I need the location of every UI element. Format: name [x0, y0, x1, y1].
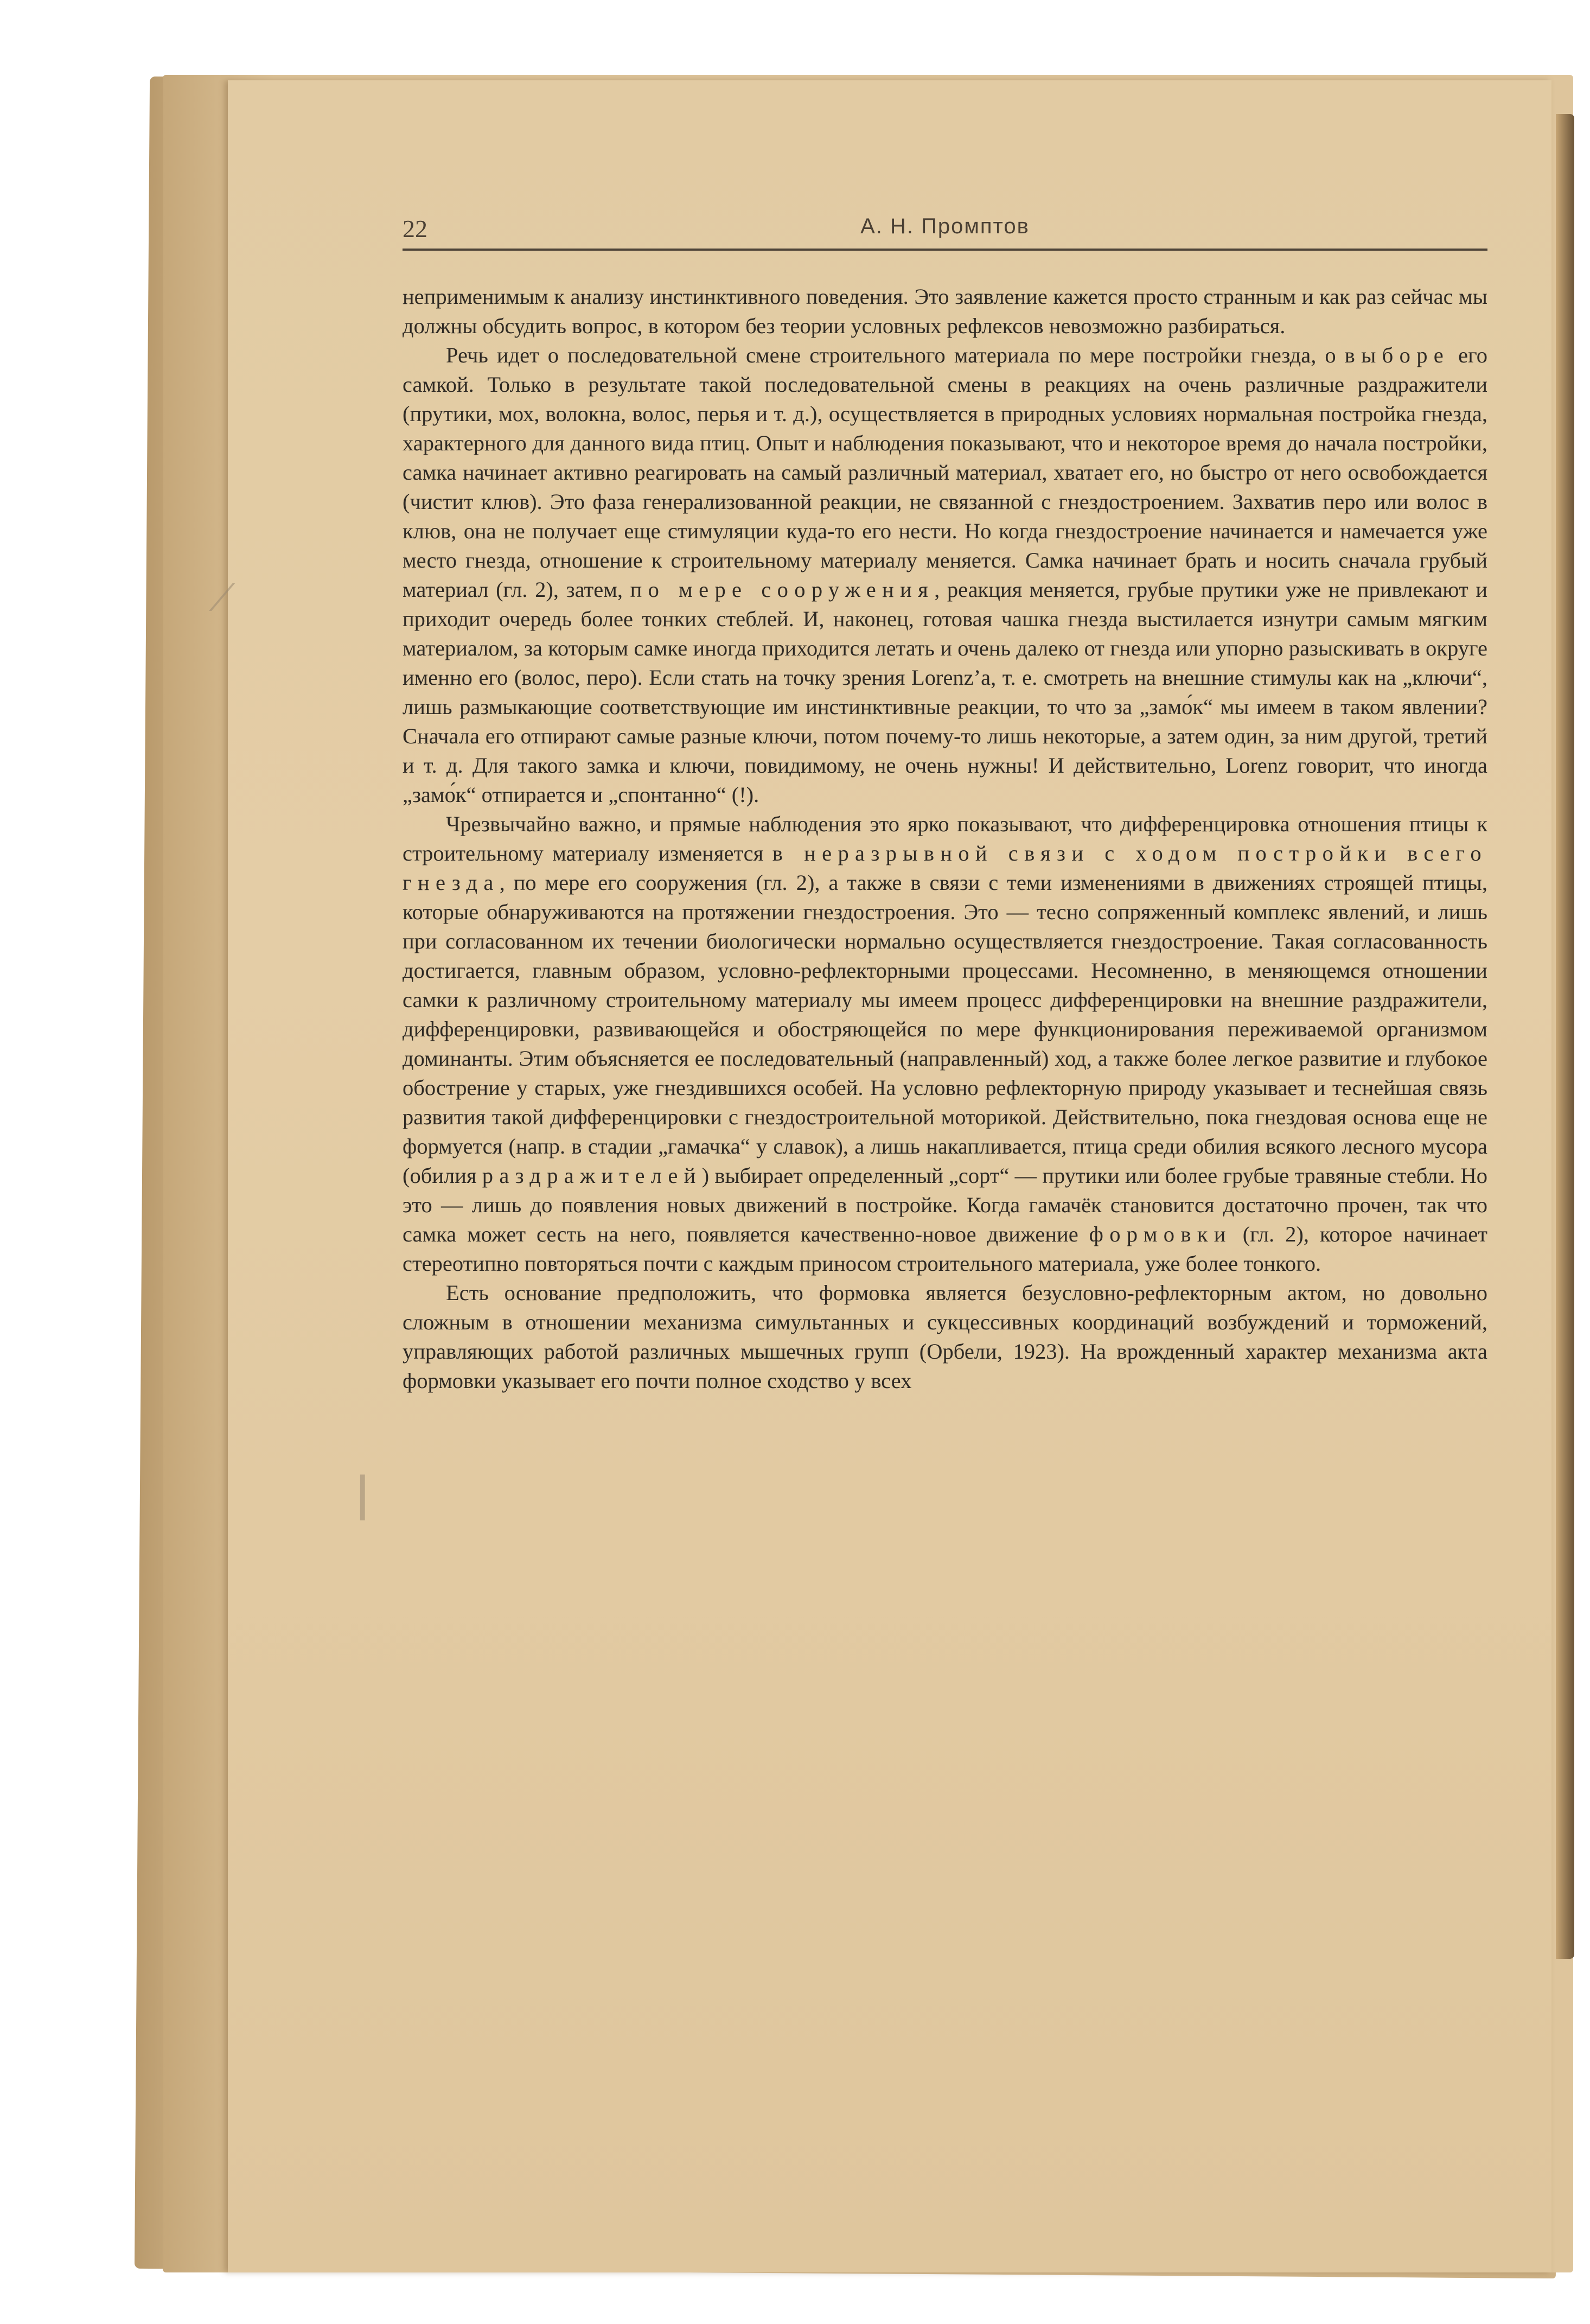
emphasis-text: раздражителей [482, 1163, 702, 1188]
paragraph-text: , по мере его сооружения (гл. 2), а также в связи с теми изменениями в движениях строящей птицы, которые обнаруживаются на протяжении гнездостроения. Это — тесно сопряженный комплекс явлений, и лишь при согласованном их течении биологически нормально осуществляется гнездостроение. Такая согласованность достигается, главным образом, условно-рефлекторными процессами. Несомненно, в меняющемся отношении самки к различному строительному материалу мы имеем процесс дифференцировки на внешние раздражители, дифференцировки, развивающейся и обостряющейся по мере функционирования переживаемой организмом доминанты. Этим объясняется ее последовательный (направленный) ход, а также более легкое развитие и глубокое обострение у старых, уже гнездившихся особей. На условно рефлекторную природу указывает и теснейшая связь развития такой дифференцировки с гнездостроительной моторикой. Действительно, пока гнездовая основа еще не формуется (напр. в стадии „гамачка“ у славок), а лишь накапливается, птица среди обилия всякого лесного мусора (обилия [403, 870, 1487, 1188]
page-number: 22 [403, 215, 427, 243]
paragraph [403, 282, 1487, 341]
paragraph [403, 1278, 1487, 1396]
header-rule [403, 249, 1487, 251]
paragraph-text: Есть основание предположить, что формовка является безусловно-рефлекторным актом, но довольно сложным в отношении механизма симультанных и сукцессивных координаций возбуждений и торможений, управляющих работой различных мышечных групп (Орбели, 1923). На врожденный характер механизма акта формовки указывает его почти полное сходство у всех [403, 1281, 1487, 1393]
paragraph-text: Чрезвычайно важно, и прямые наблюдения это ярко показывают, что дифференцировка отношения птицы к строительному материалу изменяется [403, 812, 1487, 865]
book-edge [1556, 114, 1574, 1959]
paragraph-text: Речь идет о последовательной смене строительного материала по мере постройки гнезда, о [446, 343, 1345, 367]
body-text [403, 282, 1487, 1396]
paragraph-text: (гл. 2), которое начинает стереотипно повторяться почти с каждым приносом строительного материала, уже более тонкого. [403, 1222, 1487, 1276]
paragraph [403, 341, 1487, 810]
page-header [403, 214, 1487, 250]
emphasis-text: выборе [1344, 343, 1450, 367]
running-title: А. Н. Промптов [860, 214, 1030, 238]
paragraph-text: , реакция меняется, грубые прутики уже не привлекают и приходит очередь более тонких стеблей. И, наконец, готовая чашка гнезда выстилается изнутри самым мягким материалом, за которым самке иногда приходится летать и очень далеко от гнезда или упорно разыскивать в округе именно его (волос, перо). Если стать на точку зрения Lorenz’а, т. е. смотреть на внешние стимулы как на „ключи“, лишь размыкающие соответствующие им инстинктивные реакции, то что за „замо́к“ мы имеем в таком явлении? Сначала его отпирают самые разные ключи, потом почему-то лишь некоторые, а затем один, за ним другой, третий и т. д. Для такого замка и ключи, повидимому, не очень нужны! И действительно, Lorenz говорит, что иногда „замо́к“ отпирается и „спонтанно“ (!). [403, 577, 1488, 807]
emphasis-text: формовки [1089, 1222, 1232, 1246]
paragraph-text: ) выбирает определенный „сорт“ — прутики или более грубые травяные стебли. Но это — лишь до появления новых движений в постройке. Когда гамачёк становится достаточно прочен, так что самка может сесть на него, появляется качественно-новое движение [403, 1163, 1487, 1246]
emphasis-text: по мере сооружения [630, 577, 935, 602]
paragraph [403, 810, 1487, 1278]
pencil-mark: ǀ [355, 1465, 370, 1522]
pencil-mark: ⟋ [209, 575, 235, 620]
paragraph-text: его самкой. Только в результате такой последовательной смены в реакциях на очень различные раздражители (прутики, мох, волокна, волос, перья и т. д.), осуществляется в природных условиях нормальная постройка гнезда, характерного для данного вида птиц. Опыт и наблюдения показывают, что и некоторое время до начала постройки, самка начинает активно реагировать на самый различный материал, хватает его, но быстро от него освобождается (чистит клюв). Это фаза генерализованной реакции, не связанной с гнездостроением. Захватив перо или волос в клюв, она не получает еще стимуляции куда-то его нести. Но когда гнездостроение начинается и намечается уже место гнезда, отношение к строительному материалу меняется. Самка начинает брать и носить сначала грубый материал (гл. 2), затем, [403, 343, 1487, 602]
paragraph-text: неприменимым к анализу инстинктивного поведения. Это заявление кажется просто странным и как раз сейчас мы должны обсудить вопрос, в котором без теории условных рефлексов невозможно разбираться. [403, 284, 1487, 338]
emphasis-text: в неразрывной связи с ходом постройки всего гнезда [403, 841, 1487, 895]
